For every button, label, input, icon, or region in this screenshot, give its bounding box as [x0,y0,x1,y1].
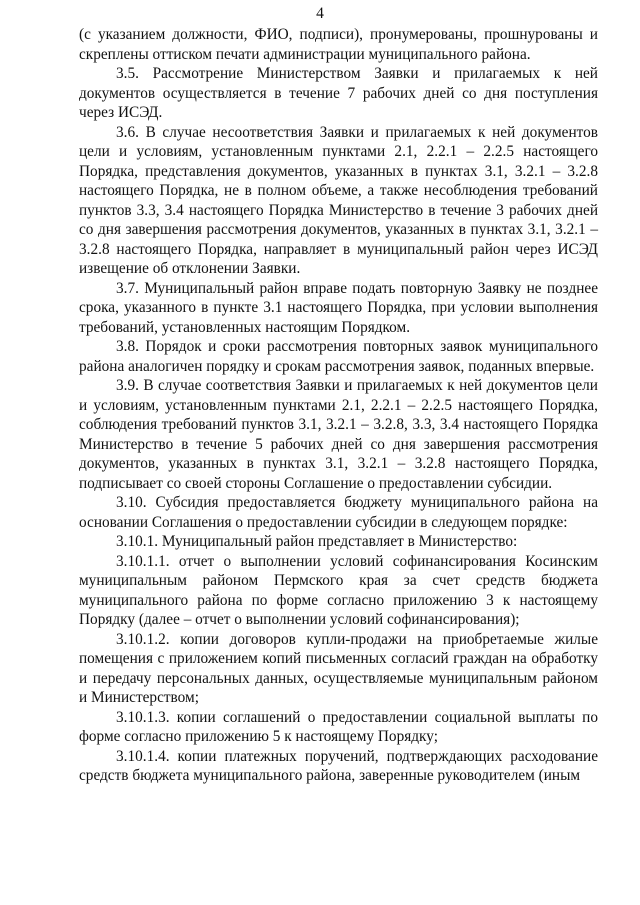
paragraph-3-8: 3.8. Порядок и сроки рассмотрения повторных заявок муниципального района аналогичен порядку и срокам рассмотрения заявок, поданных впервые. [79,338,598,375]
paragraph-3-10-1-4: 3.10.1.4. копии платежных поручений, подтверждающих расходование средств бюджета муниципального района, заверенные руководителем (иным [79,747,598,784]
paragraph-3-6: 3.6. В случае несоответствия Заявки и прилагаемых к ней документов цели и условиям, установленным пунктами 2.1, 2.2.1 – 2.2.5 настоящего Порядка, представления документов, указанных в пунктах 3.1, 3.2.1 – 3.2.8 настоящего Порядка, не в полном объеме, а также несоблюдения требований пунктов 3.3, 3.4 настоящего Порядка Министерство в течение 3 рабочих дней со дня завершения рассмотрения документов, указанных в пунктах 3.1, 3.2.1 – 3.2.8 настоящего Порядка, направляет в муниципальный район через ИСЭД извещение об отклонении Заявки. [79,123,598,277]
paragraph-3-10: 3.10. Субсидия предоставляется бюджету муниципального района на основании Соглашения о предоставлении субсидии в следующем порядке: [79,494,598,531]
paragraph-3-7: 3.7. Муниципальный район вправе подать повторную Заявку не позднее срока, указанного в пункте 3.1 настоящего Порядка, при условии выполнения требований, установленных настоящим Порядком. [79,279,598,336]
paragraph-3-9: 3.9. В случае соответствия Заявки и прилагаемых к ней документов цели и условиям, установленным пунктами 2.1, 2.2.1 – 2.2.5 настоящего Порядка, соблюдения требований пунктов 3.1, 3.2.1 – 3.2.8, 3.3, 3.4 настоящего Порядка Министерство в течение 5 рабочих дней со дня завершения рассмотрения документов, указанных в пунктах 3.1, 3.2.1 – 3.2.8 настоящего Порядка, подписывает со своей стороны Соглашение о предоставлении субсидии. [79,377,598,492]
paragraph-3-10-1-2: 3.10.1.2. копии договоров купли-продажи на приобретаемые жилые помещения с приложением копий письменных согласий граждан на обработку и передачу персональных данных, осуществляемые муниципальным районом и Министерством; [79,630,598,706]
paragraph-3-5: 3.5. Рассмотрение Министерством Заявки и прилагаемых к ней документов осуществляется в течение 7 рабочих дней со дня поступления через ИСЭД. [79,65,598,121]
document-body [79,25,598,786]
paragraph-3-10-1-3: 3.10.1.3. копии соглашений о предоставлении социальной выплаты по форме согласно приложению 5 к настоящему Порядку; [79,708,598,745]
paragraph-3-10-1: 3.10.1. Муниципальный район представляет в Министерство: [116,533,518,550]
page-number: 4 [316,5,324,22]
paragraph-3-10-1-1: 3.10.1.1. отчет о выполнении условий софинансирования Косинским муниципальным районом Пермского края за счет средств бюджета муниципального района по форме согласно приложению 3 к настоящему Порядку (далее – отчет о выполнении условий софинансирования); [79,552,598,628]
paragraph-continuation: (с указанием должности, ФИО, подписи), пронумерованы, прошнурованы и скреплены оттиском печати администрации муниципального района. [79,26,598,63]
